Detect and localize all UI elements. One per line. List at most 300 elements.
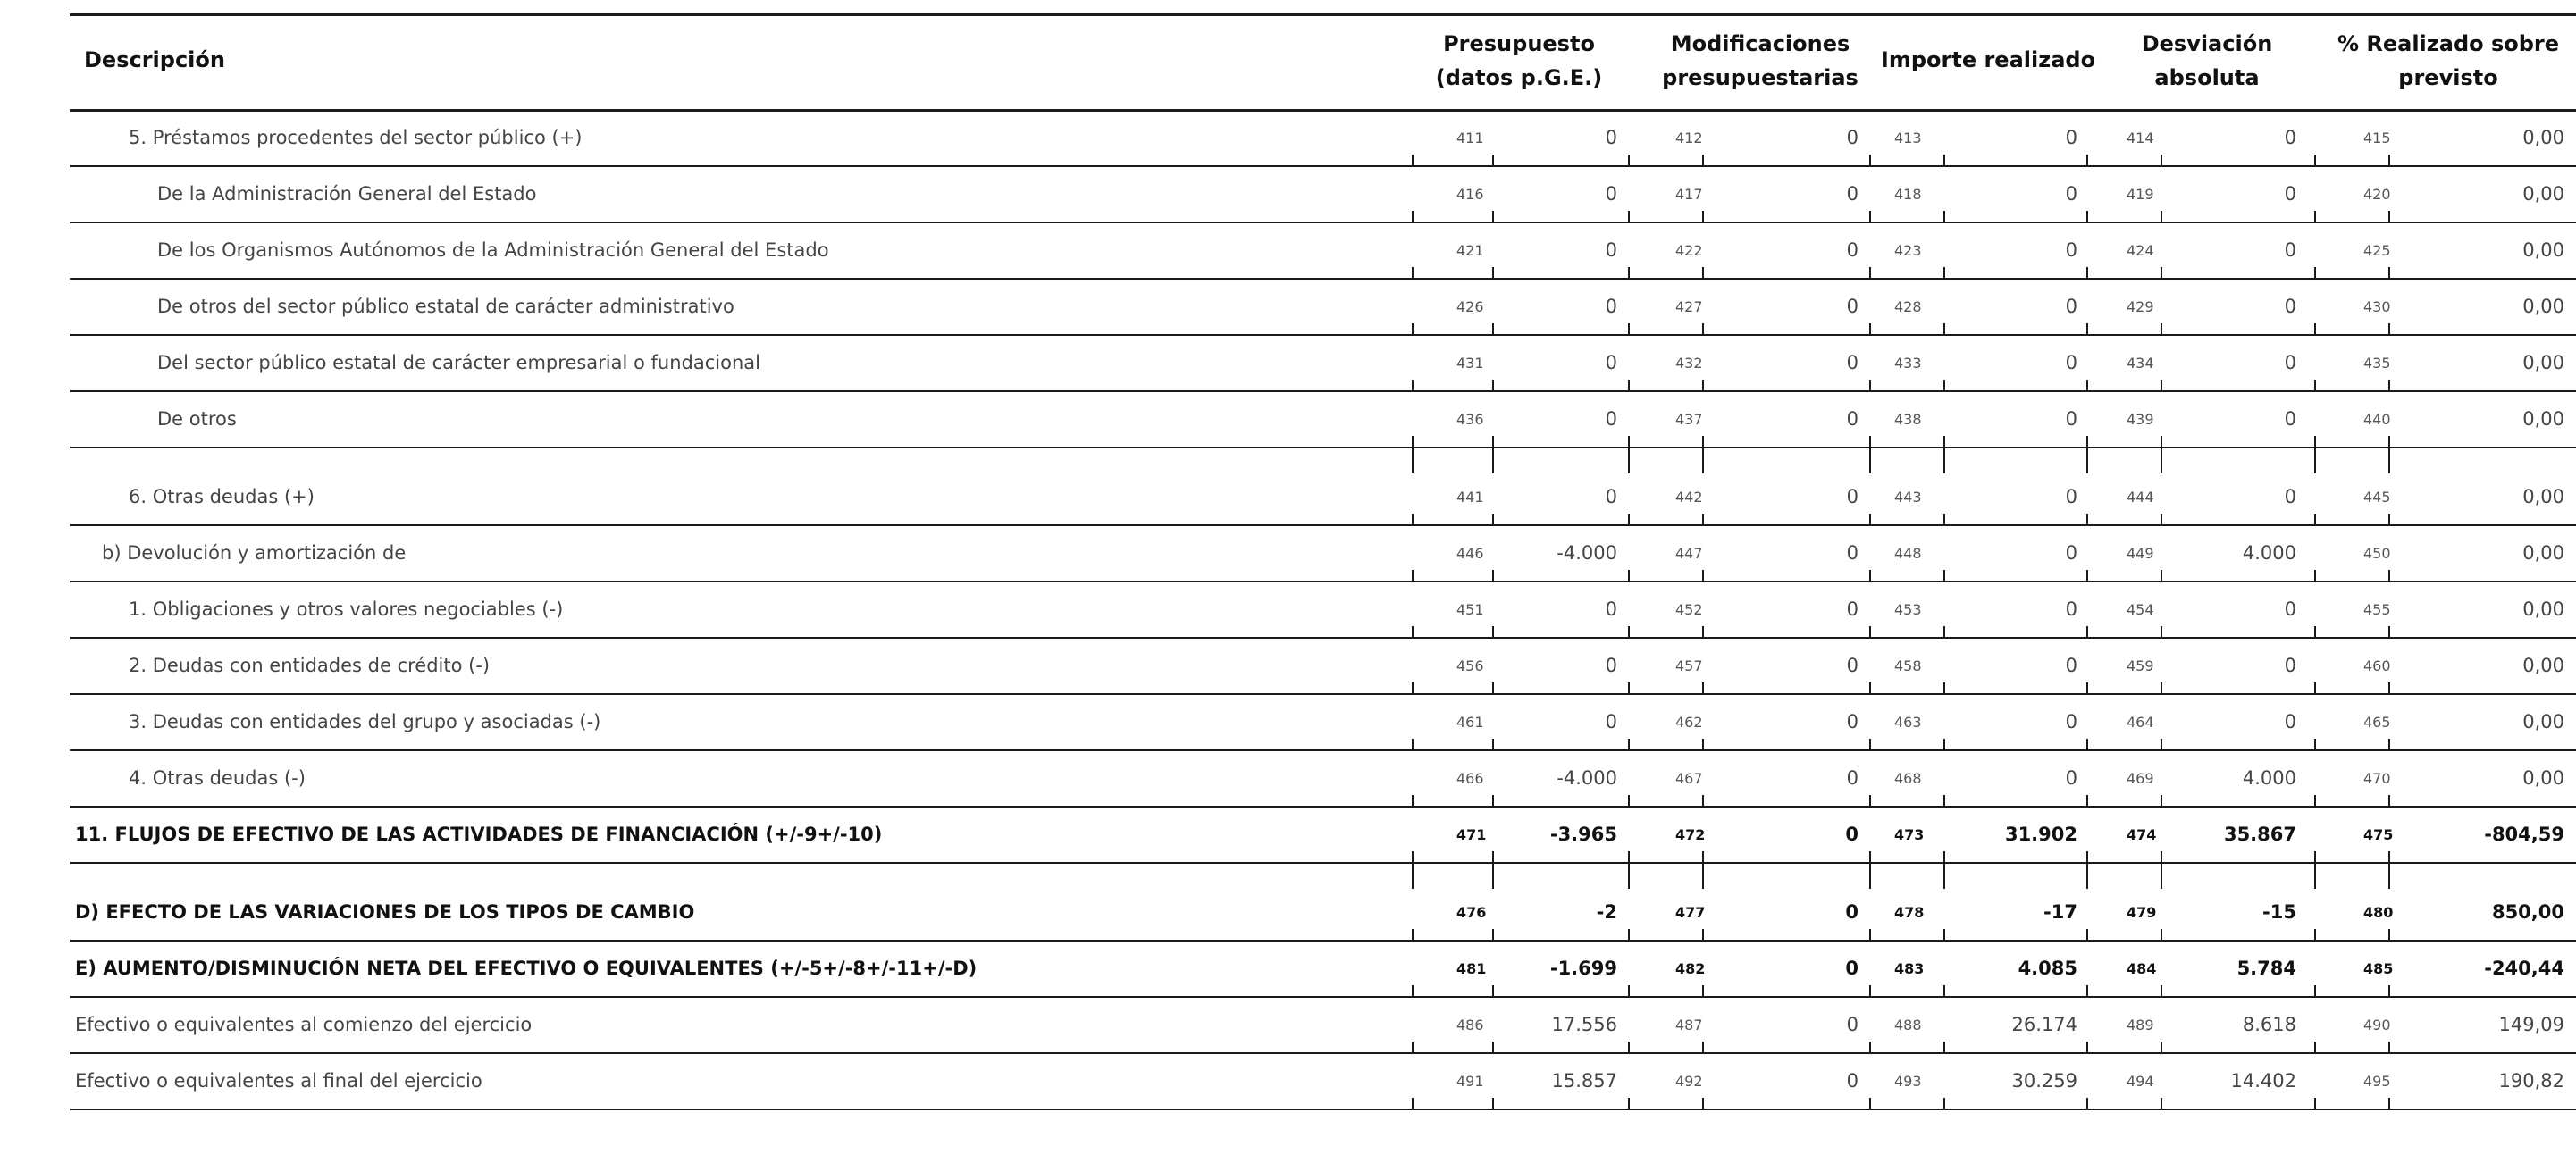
- column-tick: [1943, 436, 1945, 447]
- row-value: 0: [2065, 486, 2077, 507]
- column-tick: [1702, 155, 1704, 165]
- row-value: 15.857: [1551, 1070, 1617, 1092]
- row-code: 415: [2363, 130, 2391, 146]
- column-tick: [2314, 514, 2316, 524]
- column-tick: [2086, 985, 2088, 996]
- column-tick: [2388, 267, 2390, 278]
- row-code: 490: [2363, 1017, 2391, 1034]
- column-tick: [1412, 323, 1414, 334]
- row-code: 437: [1675, 411, 1703, 428]
- row-code: 422: [1675, 242, 1703, 259]
- column-tick: [1943, 1042, 1945, 1052]
- row-value: 4.000: [2242, 542, 2296, 564]
- column-tick: [2314, 739, 2316, 749]
- row-value: 26.174: [2011, 1014, 2077, 1035]
- column-tick: [2314, 985, 2316, 996]
- table-row: [0, 525, 2576, 582]
- column-tick: [2086, 1098, 2088, 1109]
- row-code: 476: [1456, 904, 1487, 921]
- header-realizado-pct: [2323, 27, 2573, 95]
- row-description: 5. Préstamos procedentes del sector público (+): [129, 127, 583, 148]
- row-value: 0: [1846, 711, 1859, 732]
- row-code: 473: [1894, 826, 1925, 843]
- row-code: 430: [2363, 298, 2391, 315]
- row-value: 0: [1846, 542, 1859, 564]
- column-tick: [1869, 267, 1871, 278]
- column-tick: [2161, 267, 2162, 278]
- row-value: 0: [1846, 296, 1859, 317]
- column-tick: [1702, 795, 1704, 806]
- row-code: 466: [1456, 770, 1484, 787]
- row-description: Efectivo o equivalentes al comienzo del ejercicio: [75, 1014, 533, 1035]
- row-code: 462: [1675, 714, 1703, 731]
- column-tick: [2161, 929, 2162, 940]
- table-row: [0, 884, 2576, 941]
- row-code: 458: [1894, 657, 1922, 674]
- row-code: 425: [2363, 242, 2391, 259]
- column-tick: [2388, 682, 2390, 693]
- header-modificaciones: [1644, 27, 1876, 95]
- header-description: Descripción: [84, 47, 225, 72]
- column-tick: [2161, 851, 2162, 862]
- column-tick: [1492, 739, 1494, 749]
- column-tick: [1412, 851, 1414, 862]
- row-code: 493: [1894, 1073, 1922, 1090]
- column-tick: [2161, 448, 2162, 473]
- column-tick: [1702, 570, 1704, 581]
- column-tick: [1869, 514, 1871, 524]
- row-code: 414: [2127, 130, 2154, 146]
- row-code: 492: [1675, 1073, 1703, 1090]
- column-tick: [1943, 323, 1945, 334]
- row-value: 0,00: [2522, 655, 2564, 676]
- row-code: 457: [1675, 657, 1703, 674]
- table-row: [0, 1053, 2576, 1109]
- column-tick: [1943, 795, 1945, 806]
- column-tick: [2086, 211, 2088, 222]
- row-value: -17: [2043, 901, 2077, 923]
- row-code: 438: [1894, 411, 1922, 428]
- row-value: -2: [1596, 901, 1617, 923]
- row-code: 479: [2127, 904, 2157, 921]
- column-tick: [1702, 448, 1704, 473]
- column-tick: [2388, 1098, 2390, 1109]
- column-tick: [2086, 267, 2088, 278]
- column-tick: [1412, 267, 1414, 278]
- column-tick: [2388, 448, 2390, 473]
- row-code: 413: [1894, 130, 1922, 146]
- column-tick: [1628, 436, 1630, 447]
- column-tick: [1492, 267, 1494, 278]
- table-row: [0, 469, 2576, 525]
- row-code: 431: [1456, 355, 1484, 372]
- column-tick: [2388, 795, 2390, 806]
- row-description: De otros del sector público estatal de carácter administrativo: [157, 296, 734, 317]
- row-code: 442: [1675, 489, 1703, 506]
- row-description: De la Administración General del Estado: [157, 183, 537, 205]
- column-tick: [1702, 985, 1704, 996]
- column-tick: [1412, 682, 1414, 693]
- column-tick: [2388, 739, 2390, 749]
- header-pct-line2: previsto: [2398, 65, 2498, 90]
- row-value: 0: [2065, 711, 2077, 732]
- column-tick: [1943, 739, 1945, 749]
- column-tick: [2388, 570, 2390, 581]
- row-code: 475: [2363, 826, 2394, 843]
- column-tick: [2388, 436, 2390, 447]
- row-value: 0: [1605, 127, 1617, 148]
- row-value: 0,00: [2522, 408, 2564, 430]
- column-tick: [1412, 985, 1414, 996]
- row-code: 433: [1894, 355, 1922, 372]
- column-tick: [1628, 448, 1630, 473]
- column-tick: [2314, 795, 2316, 806]
- row-value: 0: [2065, 352, 2077, 373]
- row-code: 486: [1456, 1017, 1484, 1034]
- row-value: 0: [2065, 655, 2077, 676]
- row-value: 0: [2065, 542, 2077, 564]
- column-tick: [1412, 514, 1414, 524]
- column-tick: [2161, 739, 2162, 749]
- row-code: 448: [1894, 545, 1922, 562]
- column-tick: [1869, 985, 1871, 996]
- column-tick: [1412, 448, 1414, 473]
- row-value: 0: [1605, 352, 1617, 373]
- row-description: E) AUMENTO/DISMINUCIÓN NETA DEL EFECTIVO O EQUIVALENTES (+/-5+/-8+/-11+/-D): [75, 958, 978, 979]
- row-value: 0: [1605, 296, 1617, 317]
- row-description: 11. FLUJOS DE EFECTIVO DE LAS ACTIVIDADES DE FINANCIACIÓN (+/-9+/-10): [75, 824, 883, 845]
- column-tick: [2086, 795, 2088, 806]
- table-row: [0, 335, 2576, 391]
- table-row: [0, 638, 2576, 694]
- row-value: 0: [1846, 655, 1859, 676]
- header-importe-realizado: [1876, 43, 2100, 77]
- column-tick: [1628, 570, 1630, 581]
- column-tick: [1492, 448, 1494, 473]
- row-code: 440: [2363, 411, 2391, 428]
- column-tick: [2086, 448, 2088, 473]
- column-tick: [1492, 323, 1494, 334]
- column-tick: [1628, 211, 1630, 222]
- row-code: 474: [2127, 826, 2157, 843]
- row-code: 481: [1456, 960, 1487, 977]
- column-tick: [2388, 211, 2390, 222]
- row-code: 443: [1894, 489, 1922, 506]
- column-tick: [2161, 795, 2162, 806]
- row-code: 453: [1894, 601, 1922, 618]
- column-tick: [1869, 851, 1871, 862]
- column-tick: [2086, 570, 2088, 581]
- column-tick: [2086, 323, 2088, 334]
- column-tick: [1628, 626, 1630, 637]
- row-code: 495: [2363, 1073, 2391, 1090]
- column-tick: [2161, 155, 2162, 165]
- row-value: 0: [2065, 127, 2077, 148]
- column-tick: [1869, 448, 1871, 473]
- column-tick: [2161, 514, 2162, 524]
- row-code: 446: [1456, 545, 1484, 562]
- row-code: 428: [1894, 298, 1922, 315]
- row-code: 411: [1456, 130, 1484, 146]
- column-tick: [2388, 1042, 2390, 1052]
- row-code: 449: [2127, 545, 2154, 562]
- row-value: 0: [2065, 767, 2077, 789]
- row-value: 0: [1605, 408, 1617, 430]
- column-tick: [1702, 626, 1704, 637]
- column-tick: [1492, 864, 1494, 889]
- row-value: 0: [2284, 183, 2296, 205]
- column-tick: [1492, 985, 1494, 996]
- row-value: 17.556: [1551, 1014, 1617, 1035]
- column-tick: [1869, 626, 1871, 637]
- row-value: 0,00: [2522, 127, 2564, 148]
- column-tick: [1869, 795, 1871, 806]
- row-value: -240,44: [2484, 958, 2564, 979]
- row-code: 435: [2363, 355, 2391, 372]
- header-desviacion-line2: absoluta: [2154, 65, 2260, 90]
- row-value: 0: [2284, 239, 2296, 261]
- column-tick: [1628, 1042, 1630, 1052]
- column-tick: [2086, 864, 2088, 889]
- row-code: 432: [1675, 355, 1703, 372]
- column-tick: [1412, 380, 1414, 390]
- column-tick: [2161, 323, 2162, 334]
- column-tick: [1702, 1098, 1704, 1109]
- row-value: 31.902: [2004, 824, 2077, 845]
- column-tick: [1628, 323, 1630, 334]
- column-tick: [1943, 570, 1945, 581]
- column-tick: [2161, 1042, 2162, 1052]
- row-value: 0: [1846, 1070, 1859, 1092]
- row-description: Del sector público estatal de carácter empresarial o fundacional: [157, 352, 760, 373]
- column-tick: [1492, 155, 1494, 165]
- row-code: 485: [2363, 960, 2394, 977]
- table-row: [0, 391, 2576, 448]
- column-tick: [2086, 1042, 2088, 1052]
- column-tick: [1628, 739, 1630, 749]
- column-tick: [2314, 1042, 2316, 1052]
- row-description: 4. Otras deudas (-): [129, 767, 306, 789]
- row-value: 0: [2065, 296, 2077, 317]
- column-tick: [1869, 380, 1871, 390]
- table-row: [0, 582, 2576, 638]
- column-tick: [2314, 682, 2316, 693]
- row-value: 0: [1846, 183, 1859, 205]
- row-code: 463: [1894, 714, 1922, 731]
- column-tick: [1412, 155, 1414, 165]
- row-code: 420: [2363, 186, 2391, 203]
- row-value: 149,09: [2498, 1014, 2564, 1035]
- column-tick: [2086, 436, 2088, 447]
- row-code: 483: [1894, 960, 1925, 977]
- column-tick: [2314, 851, 2316, 862]
- column-tick: [1943, 448, 1945, 473]
- column-tick: [2314, 626, 2316, 637]
- row-code: 450: [2363, 545, 2391, 562]
- row-value: 30.259: [2011, 1070, 2077, 1092]
- row-value: 0: [1845, 824, 1859, 845]
- column-tick: [1869, 864, 1871, 889]
- column-tick: [2314, 323, 2316, 334]
- column-tick: [2314, 1098, 2316, 1109]
- row-value: 4.000: [2242, 767, 2296, 789]
- row-code: 436: [1456, 411, 1484, 428]
- column-tick: [2161, 436, 2162, 447]
- row-value: 0: [1605, 486, 1617, 507]
- column-tick: [2086, 626, 2088, 637]
- column-tick: [1702, 739, 1704, 749]
- row-value: 850,00: [2491, 901, 2564, 923]
- table-row: [0, 166, 2576, 222]
- column-tick: [1628, 864, 1630, 889]
- row-code: 419: [2127, 186, 2154, 203]
- column-tick: [1943, 985, 1945, 996]
- table-row: [0, 279, 2576, 335]
- row-value: 0: [2284, 408, 2296, 430]
- column-tick: [1492, 626, 1494, 637]
- column-tick: [1702, 514, 1704, 524]
- row-value: 0,00: [2522, 598, 2564, 620]
- row-code: 478: [1894, 904, 1925, 921]
- column-tick: [2388, 380, 2390, 390]
- column-tick: [2388, 985, 2390, 996]
- column-tick: [1869, 1098, 1871, 1109]
- column-tick: [2161, 1098, 2162, 1109]
- row-code: 439: [2127, 411, 2154, 428]
- column-tick: [1943, 380, 1945, 390]
- row-description: b) Devolución y amortización de: [102, 542, 407, 564]
- row-code: 488: [1894, 1017, 1922, 1034]
- column-tick: [1869, 1042, 1871, 1052]
- row-value: 0: [1846, 486, 1859, 507]
- row-code: 484: [2127, 960, 2157, 977]
- column-tick: [2388, 864, 2390, 889]
- row-value: -804,59: [2484, 824, 2564, 845]
- header-importe-line1: Importe realizado: [1880, 47, 2096, 72]
- column-tick: [1628, 985, 1630, 996]
- column-tick: [1492, 570, 1494, 581]
- column-tick: [1702, 211, 1704, 222]
- table-row: [0, 110, 2576, 166]
- column-tick: [1412, 929, 1414, 940]
- row-value: 0: [2284, 296, 2296, 317]
- column-tick: [2161, 570, 2162, 581]
- column-tick: [1869, 436, 1871, 447]
- row-value: 0: [1605, 183, 1617, 205]
- column-tick: [1702, 267, 1704, 278]
- row-code: 424: [2127, 242, 2154, 259]
- row-code: 421: [1456, 242, 1484, 259]
- row-value: 4.085: [2018, 958, 2077, 979]
- column-tick: [2161, 211, 2162, 222]
- column-tick: [2161, 864, 2162, 889]
- row-value: 8.618: [2242, 1014, 2296, 1035]
- column-tick: [1702, 436, 1704, 447]
- column-tick: [2086, 380, 2088, 390]
- column-tick: [1869, 682, 1871, 693]
- column-tick: [1412, 626, 1414, 637]
- row-code: 487: [1675, 1017, 1703, 1034]
- column-tick: [1628, 155, 1630, 165]
- row-code: 452: [1675, 601, 1703, 618]
- row-value: 0: [2065, 183, 2077, 205]
- column-tick: [2086, 155, 2088, 165]
- table-row: [0, 750, 2576, 807]
- column-tick: [2161, 985, 2162, 996]
- column-tick: [2314, 864, 2316, 889]
- column-tick: [1492, 1042, 1494, 1052]
- column-tick: [1702, 929, 1704, 940]
- row-code: 470: [2363, 770, 2391, 787]
- row-value: 0: [1846, 598, 1859, 620]
- row-code: 464: [2127, 714, 2154, 731]
- row-code: 445: [2363, 489, 2391, 506]
- row-value: -1.699: [1549, 958, 1617, 979]
- column-tick: [1628, 795, 1630, 806]
- row-code: 417: [1675, 186, 1703, 203]
- column-tick: [1628, 851, 1630, 862]
- column-tick: [1869, 323, 1871, 334]
- row-code: 491: [1456, 1073, 1484, 1090]
- column-tick: [2388, 323, 2390, 334]
- column-tick: [1702, 851, 1704, 862]
- row-value: 0: [1845, 958, 1859, 979]
- column-tick: [1412, 739, 1414, 749]
- row-code: 471: [1456, 826, 1487, 843]
- row-value: 0: [1846, 352, 1859, 373]
- header-desviacion-line1: Desviación: [2141, 31, 2273, 56]
- table-row: [0, 997, 2576, 1053]
- row-value: -4.000: [1557, 542, 1617, 564]
- row-value: -4.000: [1557, 767, 1617, 789]
- row-description: 2. Deudas con entidades de crédito (-): [129, 655, 491, 676]
- column-tick: [1702, 323, 1704, 334]
- row-value: 0,00: [2522, 183, 2564, 205]
- column-tick: [1943, 929, 1945, 940]
- header-modificaciones-line1: Modificaciones: [1670, 31, 1850, 56]
- header-presupuesto: [1412, 27, 1626, 95]
- header-presupuesto-line1: Presupuesto: [1443, 31, 1595, 56]
- row-divider: [70, 1109, 2576, 1110]
- column-tick: [1943, 1098, 1945, 1109]
- column-tick: [1492, 380, 1494, 390]
- column-tick: [1869, 155, 1871, 165]
- row-value: 0: [2284, 486, 2296, 507]
- row-code: 461: [1456, 714, 1484, 731]
- column-tick: [2314, 436, 2316, 447]
- row-value: 0: [2284, 127, 2296, 148]
- row-value: -3.965: [1549, 824, 1617, 845]
- column-tick: [2388, 155, 2390, 165]
- column-tick: [2086, 739, 2088, 749]
- table-top-border: [70, 13, 2576, 16]
- row-code: 451: [1456, 601, 1484, 618]
- row-description: 1. Obligaciones y otros valores negociables (-): [129, 598, 564, 620]
- row-value: 0,00: [2522, 486, 2564, 507]
- column-tick: [1869, 211, 1871, 222]
- row-code: 429: [2127, 298, 2154, 315]
- row-code: 434: [2127, 355, 2154, 372]
- column-tick: [1628, 1098, 1630, 1109]
- column-tick: [1492, 851, 1494, 862]
- column-tick: [2314, 267, 2316, 278]
- row-value: 0: [2284, 352, 2296, 373]
- column-tick: [1943, 851, 1945, 862]
- row-value: 0: [2065, 598, 2077, 620]
- row-code: 423: [1894, 242, 1922, 259]
- row-value: 0,00: [2522, 296, 2564, 317]
- row-description: De otros: [157, 408, 237, 430]
